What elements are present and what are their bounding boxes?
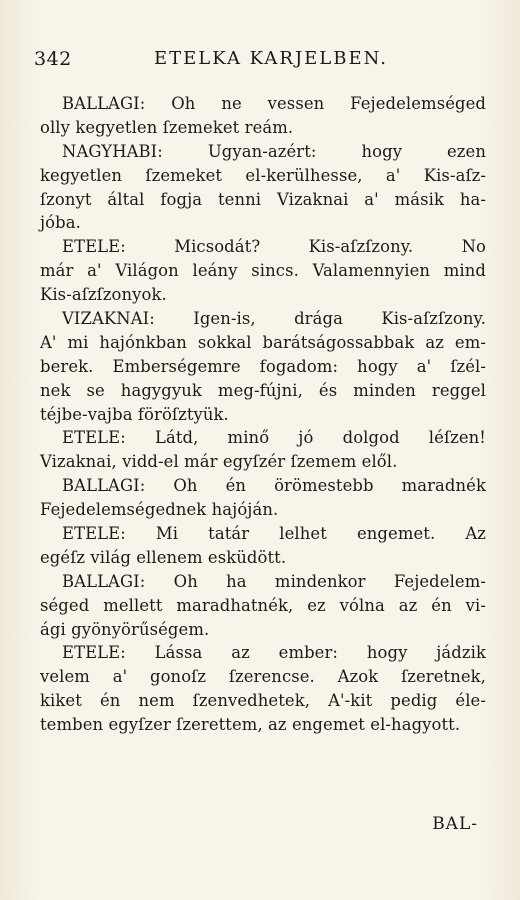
text-line: berek. Emberségemre fogadom: hogy a' ſzél-: [40, 356, 486, 376]
running-head: ETELKA KARJELBEN.: [154, 48, 388, 69]
text-line: Kis-aſzſzonyok.: [40, 285, 167, 305]
dialogue-text: [40, 92, 486, 737]
text-line: ETELE: Micsodát? Kis-aſzſzony. No: [62, 237, 486, 257]
text-line: téjbe-vajba föröſztyük.: [40, 404, 229, 424]
page-header: [34, 48, 486, 76]
text-line: nek se hagygyuk meg-fújni, és minden reggel: [40, 380, 486, 400]
text-line: ETELE: Mi tatár lelhet engemet. Az: [62, 524, 486, 544]
text-line: ſzonyt által fogja tenni Vizaknai a' másik ha-: [40, 189, 486, 209]
page-number: 342: [34, 48, 72, 70]
text-line: temben egyſzer ſzerettem, az engemet el-hagyott.: [40, 715, 461, 735]
text-line: velem a' gonoſz ſzerencse. Azok ſzeretnek,: [40, 667, 486, 687]
text-line: A' mi hajónkban sokkal barátságossabbak az em-: [40, 332, 486, 352]
text-line: egéſz világ ellenem esküdött.: [40, 547, 287, 567]
text-line: Vizaknai, vidd-el már egyſzér ſzemem elől.: [40, 452, 398, 472]
text-line: olly kegyetlen ſzemeket reám.: [40, 117, 294, 137]
text-line: BALLAGI: Oh ne vessen Fejedelemséged: [62, 94, 486, 113]
text-line: jóba.: [40, 213, 81, 233]
text-line: BALLAGI: Oh ha mindenkor Fejedelem-: [62, 571, 486, 591]
text-line: kegyetlen ſzemeket el-kerülhesse, a' Kis-aſz-: [40, 165, 486, 185]
catchword: BAL-: [432, 814, 478, 834]
text-line: séged mellett maradhatnék, ez vólna az én vi-: [40, 595, 486, 615]
text-line: ági gyönyörűségem.: [40, 619, 210, 639]
text-line: BALLAGI: Oh én örömestebb maradnék: [62, 476, 486, 496]
text-line: már a' Világon leány sincs. Valamennyien mind: [40, 261, 486, 281]
text-line: NAGYHABI: Ugyan-azért: hogy ezen: [62, 141, 486, 161]
text-line: ETELE: Látd, minő jó dolgod léſzen!: [62, 428, 486, 448]
text-line: kiket én nem ſzenvedhetek, A'-kit pedig éle-: [40, 691, 486, 711]
text-line: Fejedelemségednek hajóján.: [40, 500, 279, 520]
text-line: ETELE: Lássa az ember: hogy jádzik: [62, 643, 486, 663]
text-line: VIZAKNAI: Igen-is, drága Kis-aſzſzony.: [62, 309, 486, 329]
